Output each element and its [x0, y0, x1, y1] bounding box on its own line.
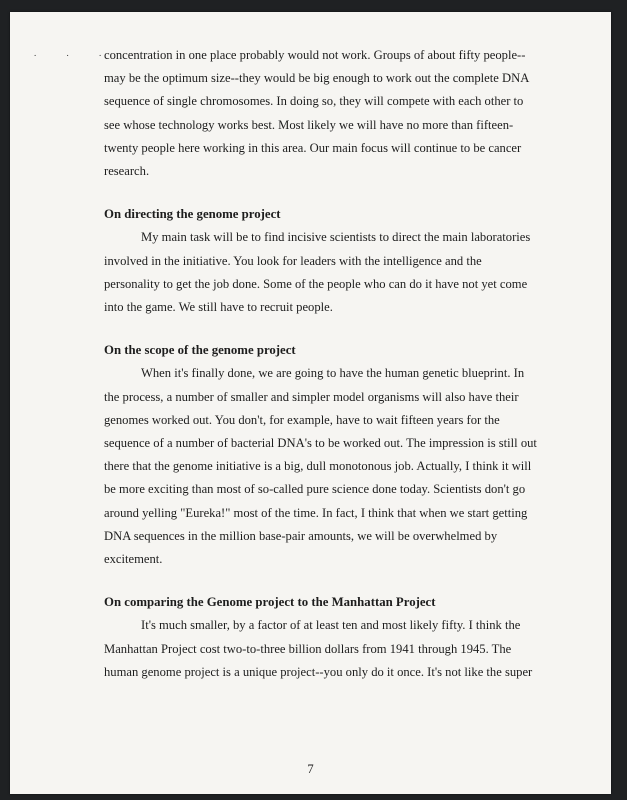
paragraph-scope: When it's finally done, we are going to have the human genetic blueprint. In the process, a number of smaller and simpler model organisms will also have their genomes worked out. You don't, for example, have to wait fifteen years for the sequence of a number of bacterial DNA's to be worked out. The impression is still out there that the genome initiative is a big, dull monotonous job. Actually, I think it will be more exciting than most of so-called pure science done today. Scientists don't go around yelling "Eureka!" most of the time. In fact, I think that when we start getting DNA sequences in the million base-pair amounts, we will be overwhelmed by excitement.: [104, 366, 537, 567]
heading-comparing-manhattan-project: On comparing the Genome project to the Manhattan Project: [104, 595, 436, 610]
page-number: 7: [307, 762, 314, 776]
heading-scope-genome-project: On the scope of the genome project: [104, 343, 296, 358]
paragraph-directing: My main task will be to find incisive scientists to direct the main laboratories involved in the initiative. You look for leaders with the intelligence and the personality to get the job done. Some of the people who can do it have not yet come into the game. We still have to recruit people.: [104, 230, 531, 315]
paragraph-continuation: concentration in one place probably would not work. Groups of about fifty people--may be the optimum size--they would be big enough to work out the complete DNA sequence of single chromosomes. In doing so, they will compete with each other to see whose technology works best. Most likely we will have no more than fifteen-twenty people here working in this area. Our main focus will continue to be cancer research.: [104, 48, 529, 179]
document-page: [10, 12, 611, 794]
document-body: [104, 44, 540, 684]
heading-directing-genome-project: On directing the genome project: [104, 207, 281, 222]
paragraph-comparing: It's much smaller, by a factor of at least ten and most likely fifty. I think the Manhattan Project cost two-to-three billion dollars from 1941 through 1945. The human genome project is a unique project--you only do it once. It's not like the super: [104, 618, 533, 679]
margin-marks: . . .: [34, 48, 116, 58]
